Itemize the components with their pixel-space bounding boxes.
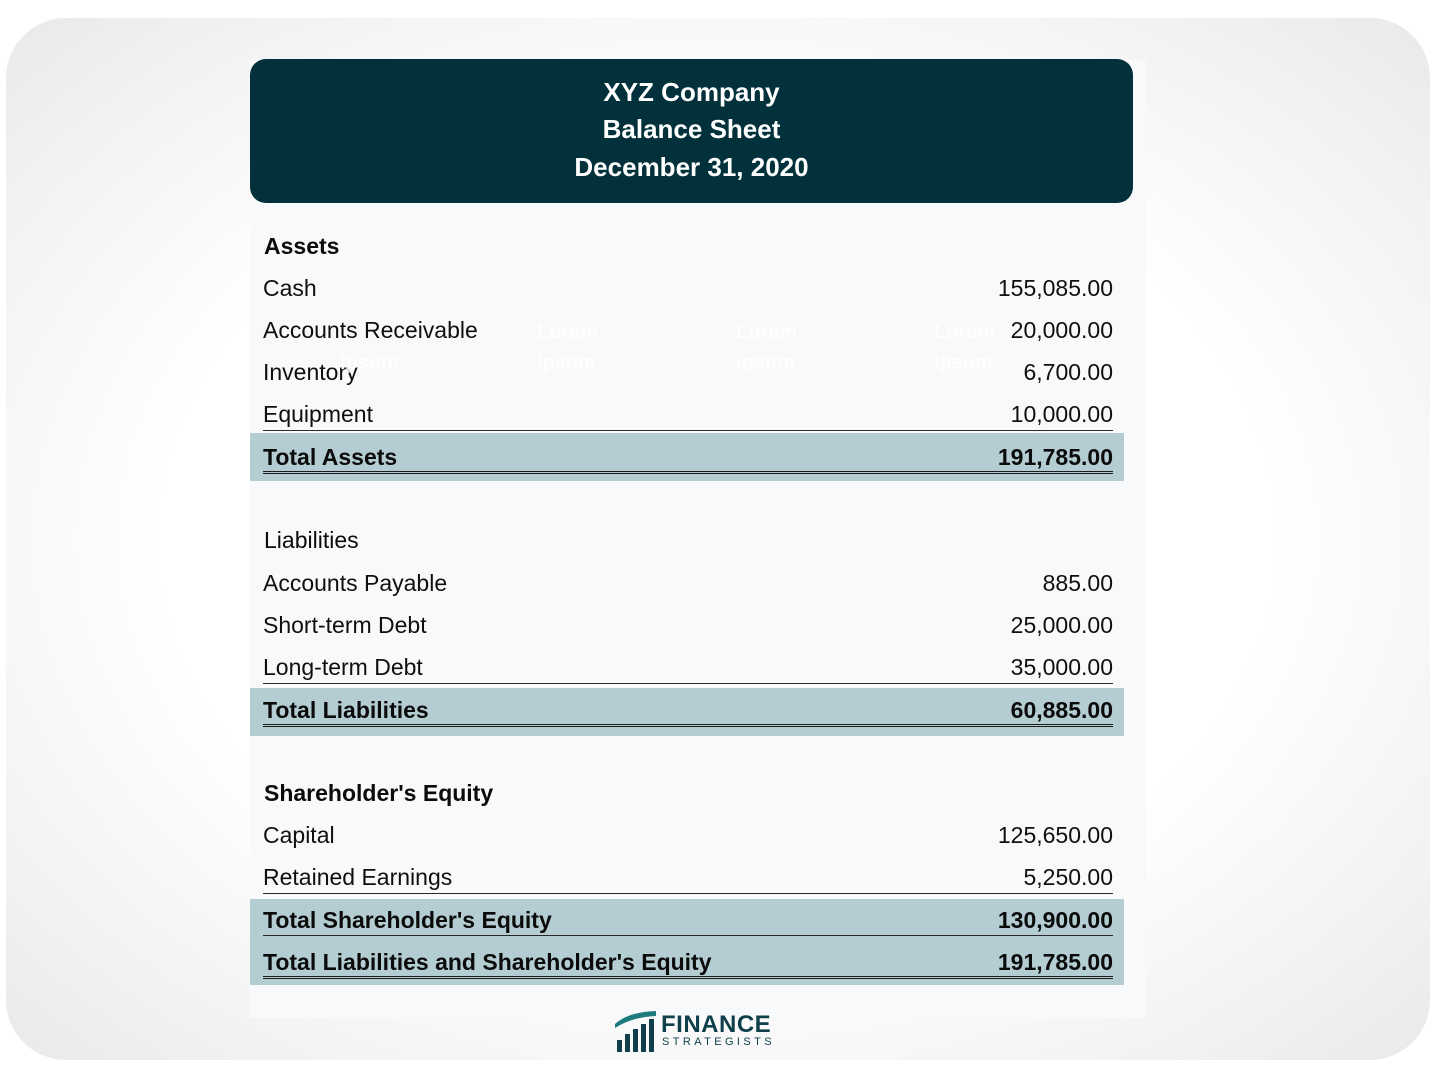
finance-strategists-logo <box>614 1010 774 1052</box>
asset-label: Accounts Receivable <box>263 317 478 343</box>
asset-label: Cash <box>263 275 317 301</box>
asset-value: 20,000.00 <box>1010 317 1113 343</box>
watermark-text: ipsum <box>340 352 399 374</box>
total-liabilities-value: 60,885.00 <box>1010 697 1113 723</box>
liability-value: 25,000.00 <box>1010 612 1113 638</box>
asset-value: 6,700.00 <box>1023 359 1113 385</box>
total-liabilities-label: Total Liabilities <box>263 697 429 723</box>
grand-total-row <box>263 944 1113 979</box>
total-equity-row <box>263 902 1113 936</box>
logo-name: FINANCE <box>661 1011 772 1038</box>
liability-row <box>263 650 1113 684</box>
grand-total-label: Total Liabilities and Shareholder's Equity <box>263 949 712 975</box>
liability-row <box>263 608 1113 644</box>
watermark-text: Lorem ipsum <box>537 321 599 374</box>
equity-label: Capital <box>263 822 335 848</box>
liability-row <box>263 566 1113 602</box>
logo-subtitle: STRATEGISTS <box>662 1036 775 1048</box>
total-assets-value: 191,785.00 <box>997 444 1113 470</box>
watermark-text: Lorem ipsum <box>934 321 996 374</box>
watermark-text: Lorem ipsum <box>736 321 798 374</box>
liability-label: Short-term Debt <box>263 612 427 638</box>
grand-total-value: 191,785.00 <box>997 949 1113 975</box>
equity-label: Retained Earnings <box>263 864 453 890</box>
balance-sheet-header <box>250 59 1133 203</box>
liability-label: Long-term Debt <box>263 654 423 680</box>
statement-title: Balance Sheet <box>602 114 781 144</box>
statement-date: December 31, 2020 <box>574 152 809 182</box>
equity-heading: Shareholder's Equity <box>264 780 494 806</box>
asset-row <box>263 271 1113 307</box>
assets-heading: Assets <box>264 233 340 259</box>
asset-label: Equipment <box>263 401 373 427</box>
liability-label: Accounts Payable <box>263 570 448 596</box>
liabilities-heading: Liabilities <box>264 527 359 553</box>
total-liabilities-row <box>263 692 1113 727</box>
total-assets-label: Total Assets <box>263 444 398 470</box>
liability-value: 885.00 <box>1042 570 1113 596</box>
logo-mark-icon <box>614 1010 658 1052</box>
total-equity-label: Total Shareholder's Equity <box>263 907 552 933</box>
asset-row <box>263 397 1113 431</box>
equity-row <box>263 818 1113 854</box>
asset-label: Inventory <box>263 359 358 385</box>
equity-row <box>263 860 1113 894</box>
liability-value: 35,000.00 <box>1010 654 1113 680</box>
asset-value: 10,000.00 <box>1010 401 1113 427</box>
equity-value: 125,650.00 <box>997 822 1113 848</box>
company-name: XYZ Company <box>603 77 780 107</box>
total-equity-value: 130,900.00 <box>997 907 1113 933</box>
equity-value: 5,250.00 <box>1023 864 1113 890</box>
total-assets-row <box>263 439 1113 474</box>
asset-value: 155,085.00 <box>997 275 1113 301</box>
